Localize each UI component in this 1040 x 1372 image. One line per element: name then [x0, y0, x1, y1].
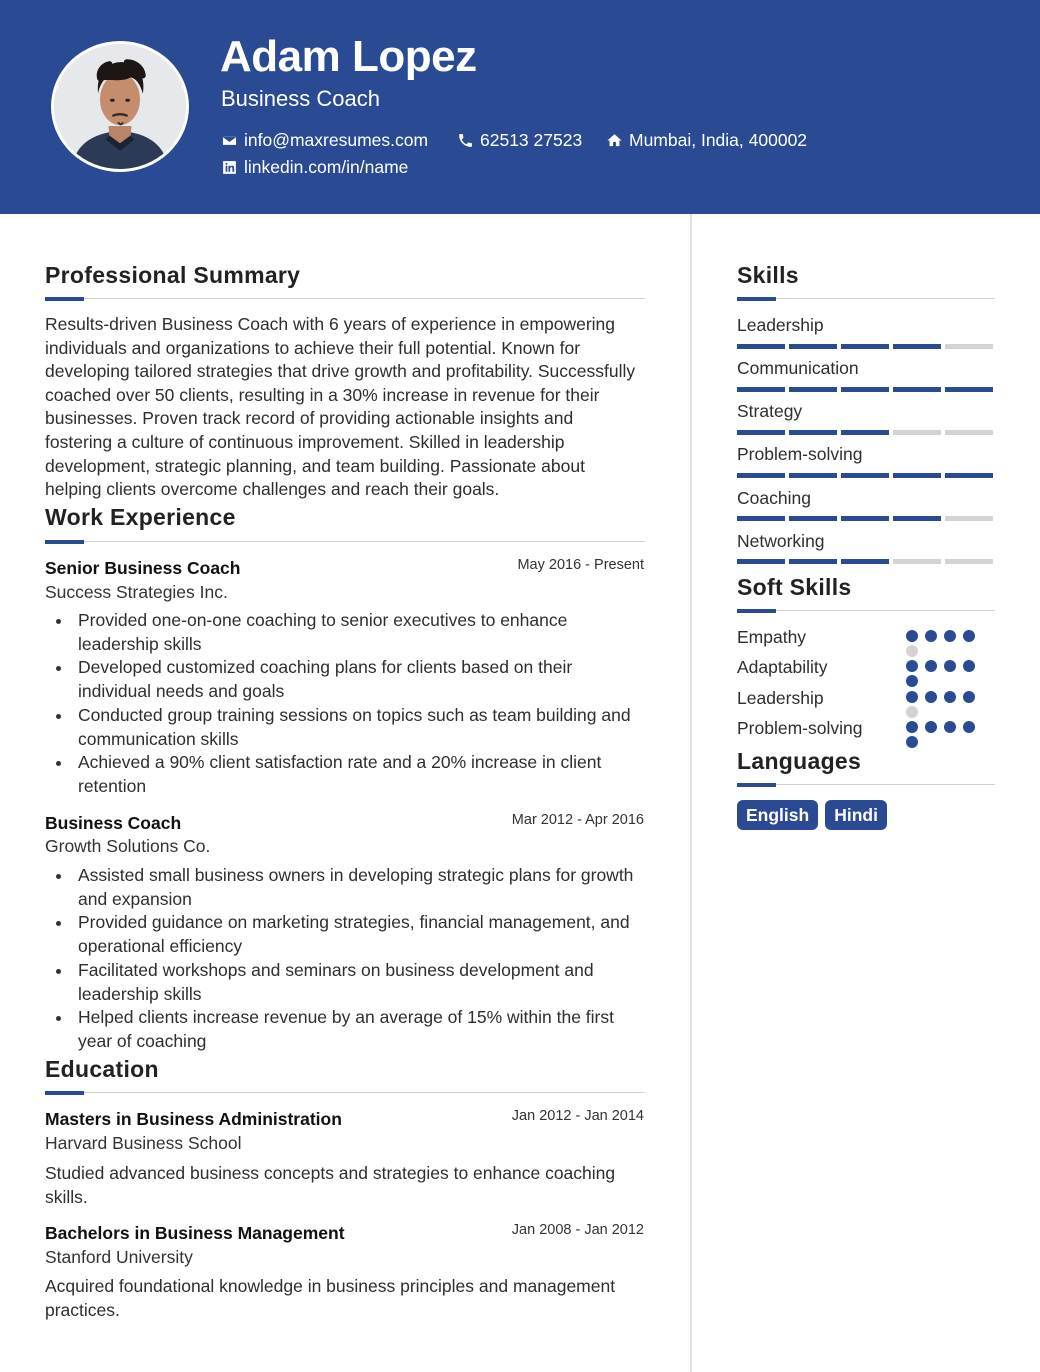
- summary-rule: [45, 298, 645, 299]
- envelope-icon: [221, 132, 238, 149]
- soft-skill-dot: [944, 630, 956, 642]
- bullet-item: Provided one-on-one coaching to senior executives to enhance leadership skills: [78, 609, 638, 656]
- experience-rule: [45, 541, 645, 542]
- soft-skill-dot: [906, 721, 918, 733]
- skill-level-segment: [893, 516, 941, 521]
- phone-icon: [457, 132, 474, 149]
- contact-email[interactable]: [221, 129, 428, 151]
- soft-skill-dot: [963, 721, 975, 733]
- language-tags: [737, 800, 887, 830]
- soft-skill-name: Adaptability: [737, 657, 828, 677]
- soft-skill-dot: [925, 660, 937, 672]
- summary-heading: Professional Summary: [45, 262, 301, 288]
- skill-level-segment: [841, 516, 889, 521]
- skill-level-segment: [789, 559, 837, 564]
- soft-skill-dots: [906, 691, 978, 718]
- school-name: Stanford University: [45, 1247, 193, 1267]
- job-role: Senior Business Coach: [45, 558, 241, 578]
- email-text: info@maxresumes.com: [244, 130, 429, 150]
- skill-level-bar: [737, 516, 993, 521]
- bullet-item: Provided guidance on marketing strategies, financial management, and operational efficiency: [78, 911, 638, 958]
- skill-level-segment: [789, 430, 837, 435]
- soft-skill-dot: [906, 706, 918, 718]
- soft-skill-dot: [963, 630, 975, 642]
- skill-name: Communication: [737, 358, 859, 378]
- linkedin-icon: [221, 159, 238, 176]
- skill-level-bar: [737, 387, 993, 392]
- candidate-title: Business Coach: [221, 86, 380, 111]
- address-text: Mumbai, India, 400002: [629, 130, 808, 150]
- soft-skill-dot: [963, 691, 975, 703]
- experience-heading: Work Experience: [45, 504, 236, 530]
- degree-date: Jan 2012 - Jan 2014: [511, 1108, 644, 1124]
- skill-level-segment: [945, 473, 993, 478]
- soft-skill-dot: [906, 630, 918, 642]
- contact-phone[interactable]: [457, 129, 582, 151]
- skill-name: Networking: [737, 531, 825, 551]
- soft-skill-name: Leadership: [737, 688, 824, 708]
- skill-level-segment: [893, 430, 941, 435]
- bullet-item: Facilitated workshops and seminars on business development and leadership skills: [78, 959, 638, 1006]
- skill-level-segment: [737, 516, 785, 521]
- languages-accent: [737, 783, 776, 787]
- bullet-item: Helped clients increase revenue by an average of 15% within the first year of coaching: [78, 1006, 638, 1053]
- education-accent: [45, 1091, 84, 1095]
- skill-level-segment: [945, 559, 993, 564]
- linkedin-text: linkedin.com/in/name: [244, 157, 409, 177]
- degree-title: Masters in Business Administration: [45, 1109, 342, 1129]
- soft-skill-dot: [906, 736, 918, 748]
- skill-name: Leadership: [737, 315, 824, 335]
- soft-skill-name: Problem-solving: [737, 718, 863, 738]
- skill-level-segment: [841, 430, 889, 435]
- school-name: Harvard Business School: [45, 1133, 242, 1153]
- language-tag: Hindi: [825, 800, 887, 830]
- soft-skill-dot: [906, 675, 918, 687]
- skill-level-segment: [893, 387, 941, 392]
- skill-level-segment: [789, 387, 837, 392]
- soft-skill-dot: [906, 645, 918, 657]
- skill-level-segment: [737, 559, 785, 564]
- soft-skill-dot: [906, 691, 918, 703]
- soft-skills-heading: Soft Skills: [737, 574, 852, 600]
- job-bullets: [78, 609, 638, 799]
- bullet-item: Developed customized coaching plans for clients based on their individual needs and goals: [78, 656, 638, 703]
- job-company: Growth Solutions Co.: [45, 836, 211, 856]
- skill-level-segment: [841, 559, 889, 564]
- language-tag: English: [737, 800, 818, 830]
- soft-skill-dot: [925, 630, 937, 642]
- job-company: Success Strategies Inc.: [45, 582, 228, 602]
- job-bullets: [78, 864, 638, 1054]
- soft-skill-dot: [906, 660, 918, 672]
- skills-accent: [737, 297, 776, 301]
- job-role: Business Coach: [45, 813, 182, 833]
- phone-text: 62513 27523: [480, 130, 583, 150]
- column-divider: [690, 214, 692, 1372]
- skill-level-segment: [789, 344, 837, 349]
- contact-linkedin[interactable]: [221, 156, 408, 178]
- skill-level-segment: [841, 344, 889, 349]
- soft-skill-dot: [944, 691, 956, 703]
- education-rule: [45, 1092, 645, 1093]
- skill-level-segment: [737, 387, 785, 392]
- degree-title: Bachelors in Business Management: [45, 1223, 345, 1243]
- skill-level-segment: [893, 473, 941, 478]
- skill-level-segment: [945, 344, 993, 349]
- soft-skill-dot: [963, 660, 975, 672]
- summary-text: Results-driven Business Coach with 6 years of experience in empowering individuals and organizations to achieve their full potential. Known for developing tailored strategies that drive growth and profitability. Successfully coached over 50 clients, resulting in a 30% increase in revenue for their businesses. Proven track record of providing actionable insights and fostering a culture of continuous improvement. Skilled in leadership development, strategic planning, and team building. Passionate about helping clients overcome challenges and reach their goals.: [45, 314, 636, 500]
- job-date: Mar 2012 - Apr 2016: [511, 812, 644, 828]
- job-date: May 2016 - Present: [517, 557, 644, 573]
- bullet-item: Achieved a 90% client satisfaction rate and a 20% increase in client retention: [78, 751, 638, 798]
- skill-level-bar: [737, 559, 993, 564]
- person-portrait-icon: [54, 44, 186, 169]
- skill-level-segment: [945, 430, 993, 435]
- skill-level-segment: [841, 387, 889, 392]
- skill-name: Problem-solving: [737, 444, 863, 464]
- skill-level-segment: [893, 559, 941, 564]
- skill-level-segment: [737, 344, 785, 349]
- skill-level-segment: [893, 344, 941, 349]
- resume-header: [0, 0, 1040, 214]
- languages-heading: Languages: [737, 748, 862, 774]
- contact-address: [606, 129, 807, 151]
- candidate-name: Adam Lopez: [220, 32, 477, 81]
- soft-skill-dot: [944, 721, 956, 733]
- soft-skill-name: Empathy: [737, 627, 807, 647]
- skill-level-segment: [737, 473, 785, 478]
- soft-skill-dots: [906, 660, 978, 687]
- soft-skills-accent: [737, 609, 776, 613]
- soft-skill-dots: [906, 721, 978, 748]
- degree-description: Studied advanced business concepts and strategies to enhance coaching skills.: [45, 1163, 616, 1207]
- home-icon: [606, 132, 623, 149]
- summary-accent: [45, 297, 84, 301]
- bullet-item: Conducted group training sessions on topics such as team building and communication skills: [78, 704, 638, 751]
- skill-level-segment: [945, 516, 993, 521]
- skill-level-bar: [737, 344, 993, 349]
- soft-skill-dots: [906, 630, 978, 657]
- skill-level-segment: [945, 387, 993, 392]
- skill-level-bar: [737, 473, 993, 478]
- soft-skill-dot: [925, 721, 937, 733]
- education-heading: Education: [45, 1056, 159, 1082]
- skill-level-segment: [789, 516, 837, 521]
- soft-skill-dot: [944, 660, 956, 672]
- skill-name: Coaching: [737, 488, 811, 508]
- degree-date: Jan 2008 - Jan 2012: [511, 1222, 644, 1238]
- skill-level-segment: [737, 430, 785, 435]
- skill-level-segment: [789, 473, 837, 478]
- soft-skill-dot: [925, 691, 937, 703]
- skill-level-bar: [737, 430, 993, 435]
- skill-name: Strategy: [737, 401, 803, 421]
- experience-accent: [45, 540, 84, 544]
- profile-photo: [51, 41, 189, 172]
- skills-heading: Skills: [737, 262, 799, 288]
- skill-level-segment: [841, 473, 889, 478]
- bullet-item: Assisted small business owners in developing strategic plans for growth and expansion: [78, 864, 638, 911]
- degree-description: Acquired foundational knowledge in business principles and management practices.: [45, 1276, 616, 1320]
